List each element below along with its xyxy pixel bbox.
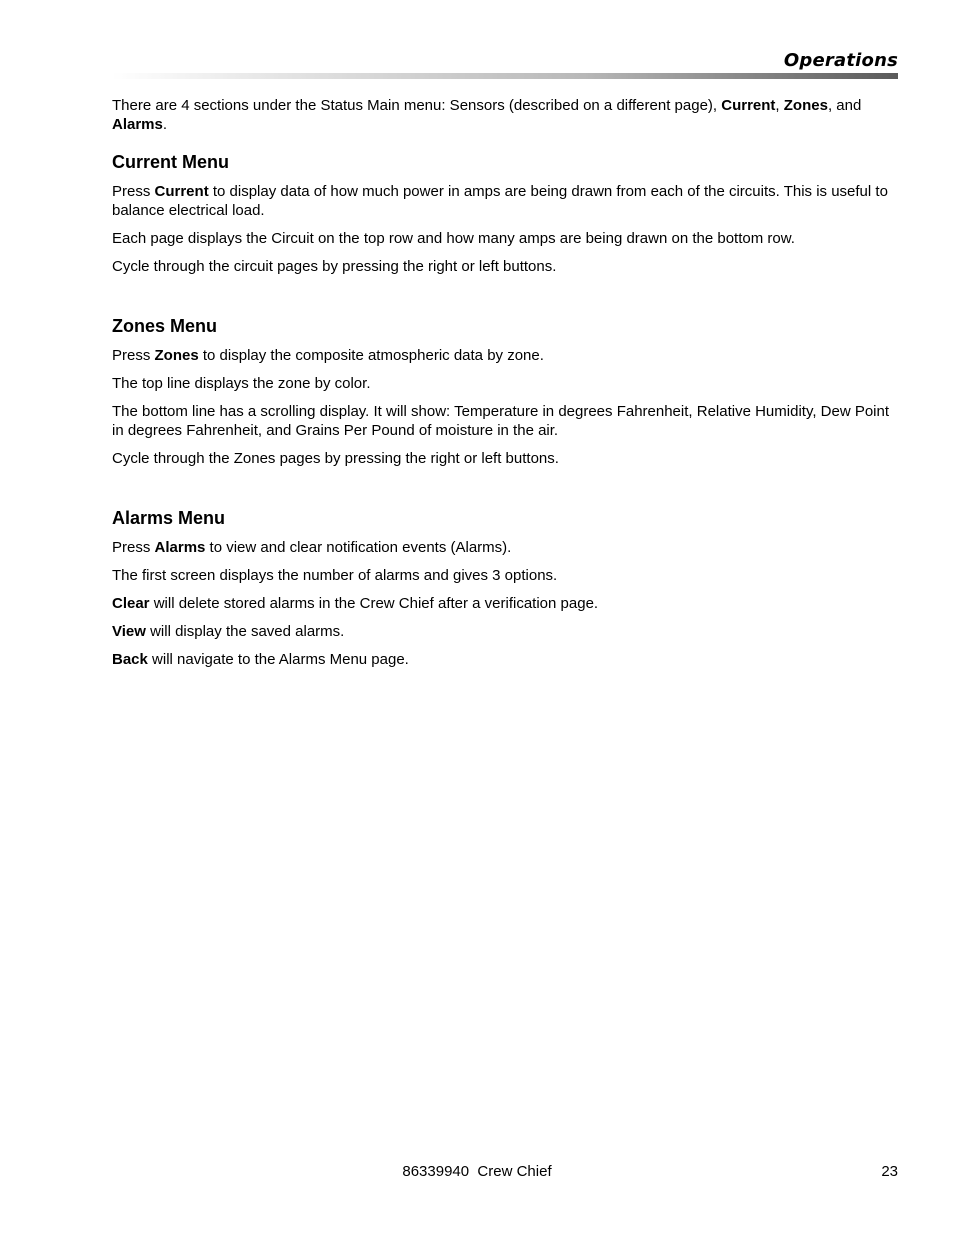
spacer [112,143,898,151]
zones-menu-p2: The top line displays the zone by color. [112,375,371,392]
alarms-menu-p1: Press Alarms to view and clear notification events (Alarms). [112,539,512,556]
intro-paragraph: There are 4 sections under the Status Main menu: Sensors (described on a different page), Current, Zones, and Alarms. [112,97,862,133]
alarms-menu-p2: The first screen displays the number of alarms and gives 3 options. [112,567,558,584]
zones-menu-p1: Press Zones to display the composite atmospheric data by zone. [112,347,544,364]
footer-document-id: 86339940 Crew Chief [402,1163,552,1180]
alarms-menu-heading: Alarms Menu [112,508,226,528]
current-menu-p3: Cycle through the circuit pages by pressing the right or left buttons. [112,258,557,275]
footer-page-number: 23 [881,1163,898,1180]
alarms-menu-back: Back will navigate to the Alarms Menu page. [112,651,409,668]
header-gradient-rule [112,73,898,79]
spacer [112,477,898,507]
current-menu-heading: Current Menu [112,152,229,172]
alarms-menu-view: View will display the saved alarms. [112,623,345,640]
intro-current: Current [721,97,776,114]
zones-menu-heading: Zones Menu [112,316,218,336]
alarms-menu-clear: Clear will delete stored alarms in the Crew Chief after a verification page. [112,595,599,612]
current-menu-p2: Each page displays the Circuit on the top row and how many amps are being drawn on the bottom row. [112,230,795,247]
current-menu-p1: Press Current to display data of how much power in amps are being drawn from each of the circuits. This is useful to balance electrical load. [112,183,888,219]
spacer [112,285,898,315]
intro-alarms: Alarms [112,116,163,133]
intro-zones: Zones [783,97,828,114]
zones-menu-p3: The bottom line has a scrolling display. It will show: Temperature in degrees Fahrenheit, Relative Humidity, Dew Point in degrees Fahrenheit, and Grains Per Pound of moisture in the air. [112,403,890,439]
section-title: Operations [783,50,898,71]
page-body [112,96,898,678]
zones-menu-p4: Cycle through the Zones pages by pressing the right or left buttons. [112,450,559,467]
